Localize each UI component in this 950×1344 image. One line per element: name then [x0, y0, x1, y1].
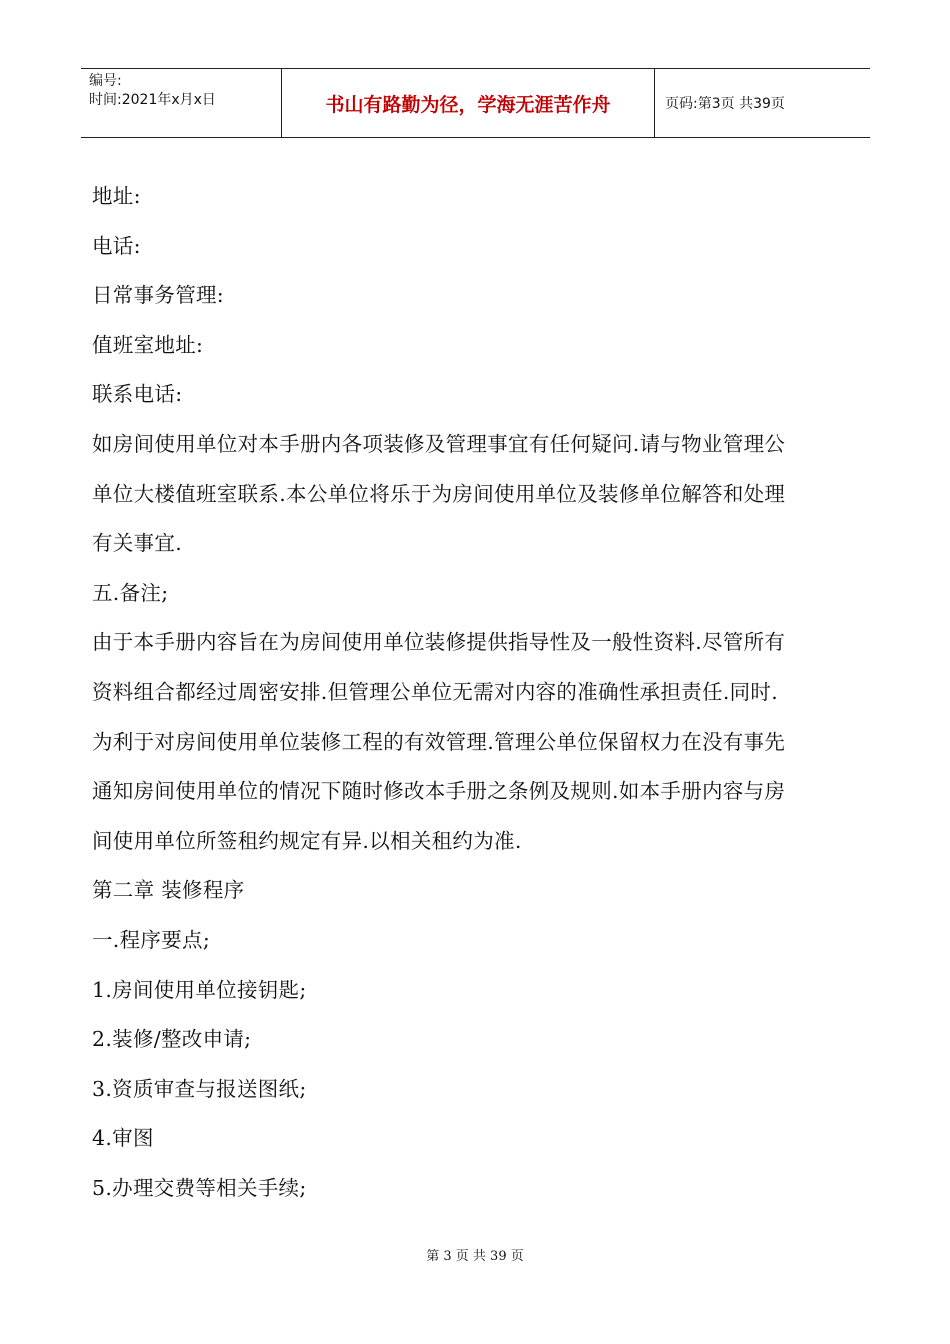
header-meta: [81, 69, 282, 137]
list-item: 1.房间使用单位接钥匙;: [92, 977, 307, 1002]
document-body: [92, 172, 864, 1213]
text-line: 资料组合都经过周密安排.但管理公单位无需对内容的准确性承担责任.同时.: [92, 679, 779, 704]
section-heading: 一.程序要点;: [92, 927, 211, 952]
document-date: 时间:2021年x月x日: [89, 92, 216, 108]
text-line: 地址:: [92, 184, 141, 208]
header-motto: 书山有路勤为径，学海无涯苦作舟: [282, 69, 655, 137]
text-line: 通知房间使用单位的情况下随时修改本手册之条例及规则.如本手册内容与房: [92, 779, 786, 804]
text-line: 单位大楼值班室联系.本公单位将乐于为房间使用单位及装修单位解答和处理: [92, 481, 786, 506]
text-line: 为利于对房间使用单位装修工程的有效管理.管理公单位保留权力在没有事先: [92, 729, 786, 754]
list-item: 4.审图: [92, 1126, 154, 1151]
list-item: 5.办理交费等相关手续;: [92, 1175, 307, 1200]
document-number-label: 编号:: [89, 73, 122, 89]
text-line: 值班室地址:: [92, 332, 204, 357]
text-line: 如房间使用单位对本手册内各项装修及管理事宜有任何疑问.请与物业管理公: [92, 431, 786, 456]
page-header: [81, 68, 870, 138]
section-heading: 五.备注;: [92, 580, 169, 605]
text-line: 由于本手册内容旨在为房间使用单位装修提供指导性及一般性资料.尽管所有: [92, 630, 786, 655]
text-line: 日常事务管理:: [92, 283, 225, 308]
text-line: 联系电话:: [92, 382, 183, 407]
text-line: 间使用单位所签租约规定有异.以相关租约为准.: [92, 828, 522, 853]
header-page-info: 页码:第3页 共39页: [665, 96, 785, 112]
page-footer: 第 3 页 共 39 页: [426, 1249, 524, 1264]
list-item: 2.装修/整改申请;: [92, 1027, 252, 1052]
text-line: 电话:: [92, 233, 141, 258]
chapter-heading: 第二章 装修程序: [92, 878, 245, 903]
text-line: 有关事宜.: [92, 531, 183, 556]
list-item: 3.资质审查与报送图纸;: [92, 1076, 307, 1101]
